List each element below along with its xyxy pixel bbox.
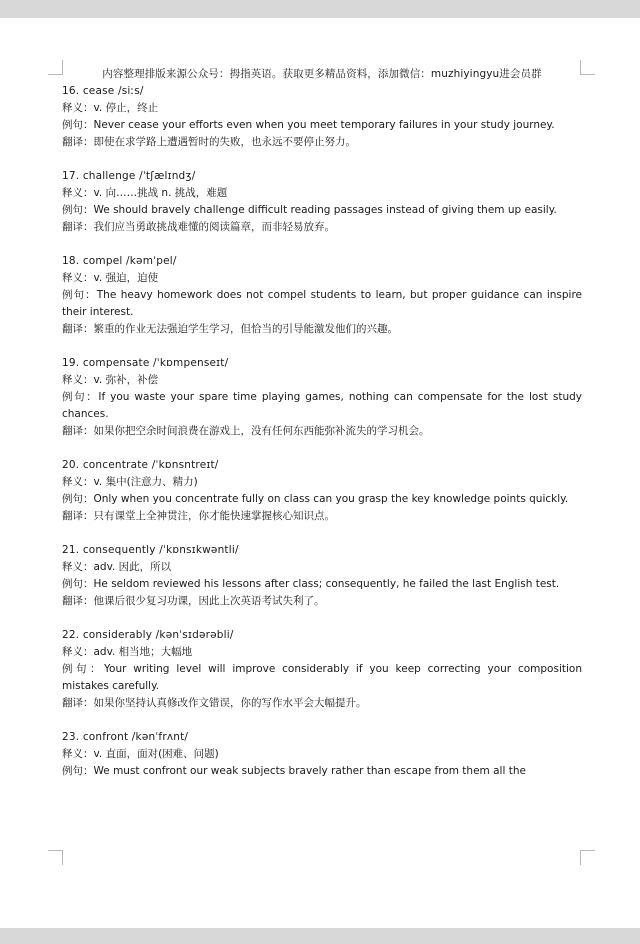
entry-meaning: 释义：v. 直面，面对(困难、问题) bbox=[62, 748, 219, 760]
entry-meaning: 释义：v. 向……挑战 n. 挑战，难题 bbox=[62, 187, 228, 199]
entry-word: 22. considerably /kənˈsɪdərəbli/ bbox=[62, 629, 234, 641]
entry-example: 例句：Only when you concentrate fully on class can you grasp the key knowledge points quickly. bbox=[62, 493, 569, 505]
vocab-entry-cease bbox=[62, 83, 582, 151]
entry-word: 16. cease /siːs/ bbox=[62, 85, 144, 97]
crop-mark-bottom-right bbox=[580, 850, 595, 865]
entry-meaning: 释义：adv. 因此，所以 bbox=[62, 561, 172, 573]
entry-example: 例句：He seldom reviewed his lessons after class; consequently, he failed the last English test. bbox=[62, 578, 560, 590]
entry-meaning: 释义：adv. 相当地；大幅地 bbox=[62, 646, 193, 658]
entry-example: 例句：We should bravely challenge difficult reading passages instead of giving them up easily. bbox=[62, 204, 557, 216]
entry-word: 19. compensate /ˈkɒmpenseɪt/ bbox=[62, 357, 229, 369]
entry-meaning: 释义：v. 集中(注意力、精力) bbox=[62, 476, 198, 488]
entry-meaning: 释义：v. 停止，终止 bbox=[62, 102, 159, 114]
crop-mark-bottom-left bbox=[48, 850, 63, 865]
vocab-entry-considerably bbox=[62, 627, 582, 712]
entry-example: 例句：Your writing level will improve considerably if you keep correcting your composition mistakes carefully. bbox=[62, 663, 582, 692]
vocab-entry-challenge bbox=[62, 168, 582, 236]
entry-word: 20. concentrate /ˈkɒnsntreɪt/ bbox=[62, 459, 219, 471]
entry-example: 例句：Never cease your efforts even when you meet temporary failures in your study journey. bbox=[62, 119, 555, 131]
entry-translation: 翻译：即使在求学路上遭遇暂时的失败，也永远不要停止努力。 bbox=[62, 136, 356, 148]
document-content bbox=[62, 66, 582, 797]
entry-translation: 翻译：他课后很少复习功课，因此上次英语考试失利了。 bbox=[62, 595, 325, 607]
entry-meaning: 释义：v. 强迫，迫使 bbox=[62, 272, 159, 284]
entry-word: 18. compel /kəmˈpel/ bbox=[62, 255, 177, 267]
header-note: 内容整理排版来源公众号：拇指英语。获取更多精品资料，添加微信：muzhiyingyu进会员群 bbox=[102, 68, 542, 80]
vocab-entry-consequently bbox=[62, 542, 582, 610]
crop-mark-top-right bbox=[580, 60, 595, 75]
vocab-entry-compel bbox=[62, 253, 582, 338]
vocab-entry-compensate bbox=[62, 355, 582, 440]
vocab-entry-concentrate bbox=[62, 457, 582, 525]
vocab-entry-confront bbox=[62, 729, 582, 780]
entry-translation: 翻译：繁重的作业无法强迫学生学习，但恰当的引导能激发他们的兴趣。 bbox=[62, 323, 398, 335]
bottom-margin-bar bbox=[0, 928, 640, 944]
entry-example: 例句：We must confront our weak subjects bravely rather than escape from them all the bbox=[62, 765, 526, 777]
entry-word: 17. challenge /ˈtʃælɪndʒ/ bbox=[62, 170, 196, 182]
entry-example: 例句：The heavy homework does not compel students to learn, but proper guidance can inspire their interest. bbox=[62, 289, 582, 318]
crop-mark-top-left bbox=[48, 60, 63, 75]
top-margin-bar bbox=[0, 0, 640, 18]
entry-translation: 翻译：只有课堂上全神贯注，你才能快速掌握核心知识点。 bbox=[62, 510, 335, 522]
entry-translation: 翻译：如果你把空余时间浪费在游戏上，没有任何东西能弥补流失的学习机会。 bbox=[62, 425, 430, 437]
entry-word: 23. confront /kənˈfrʌnt/ bbox=[62, 731, 189, 743]
entry-word: 21. consequently /ˈkɒnsɪkwəntli/ bbox=[62, 544, 239, 556]
entry-translation: 翻译：我们应当勇敢挑战难懂的阅读篇章，而非轻易放弃。 bbox=[62, 221, 335, 233]
entry-example: 例句：If you waste your spare time playing games, nothing can compensate for the lost study chances. bbox=[62, 391, 582, 420]
entry-translation: 翻译：如果你坚持认真修改作文错误，你的写作水平会大幅提升。 bbox=[62, 697, 367, 709]
entry-meaning: 释义：v. 弥补，补偿 bbox=[62, 374, 159, 386]
